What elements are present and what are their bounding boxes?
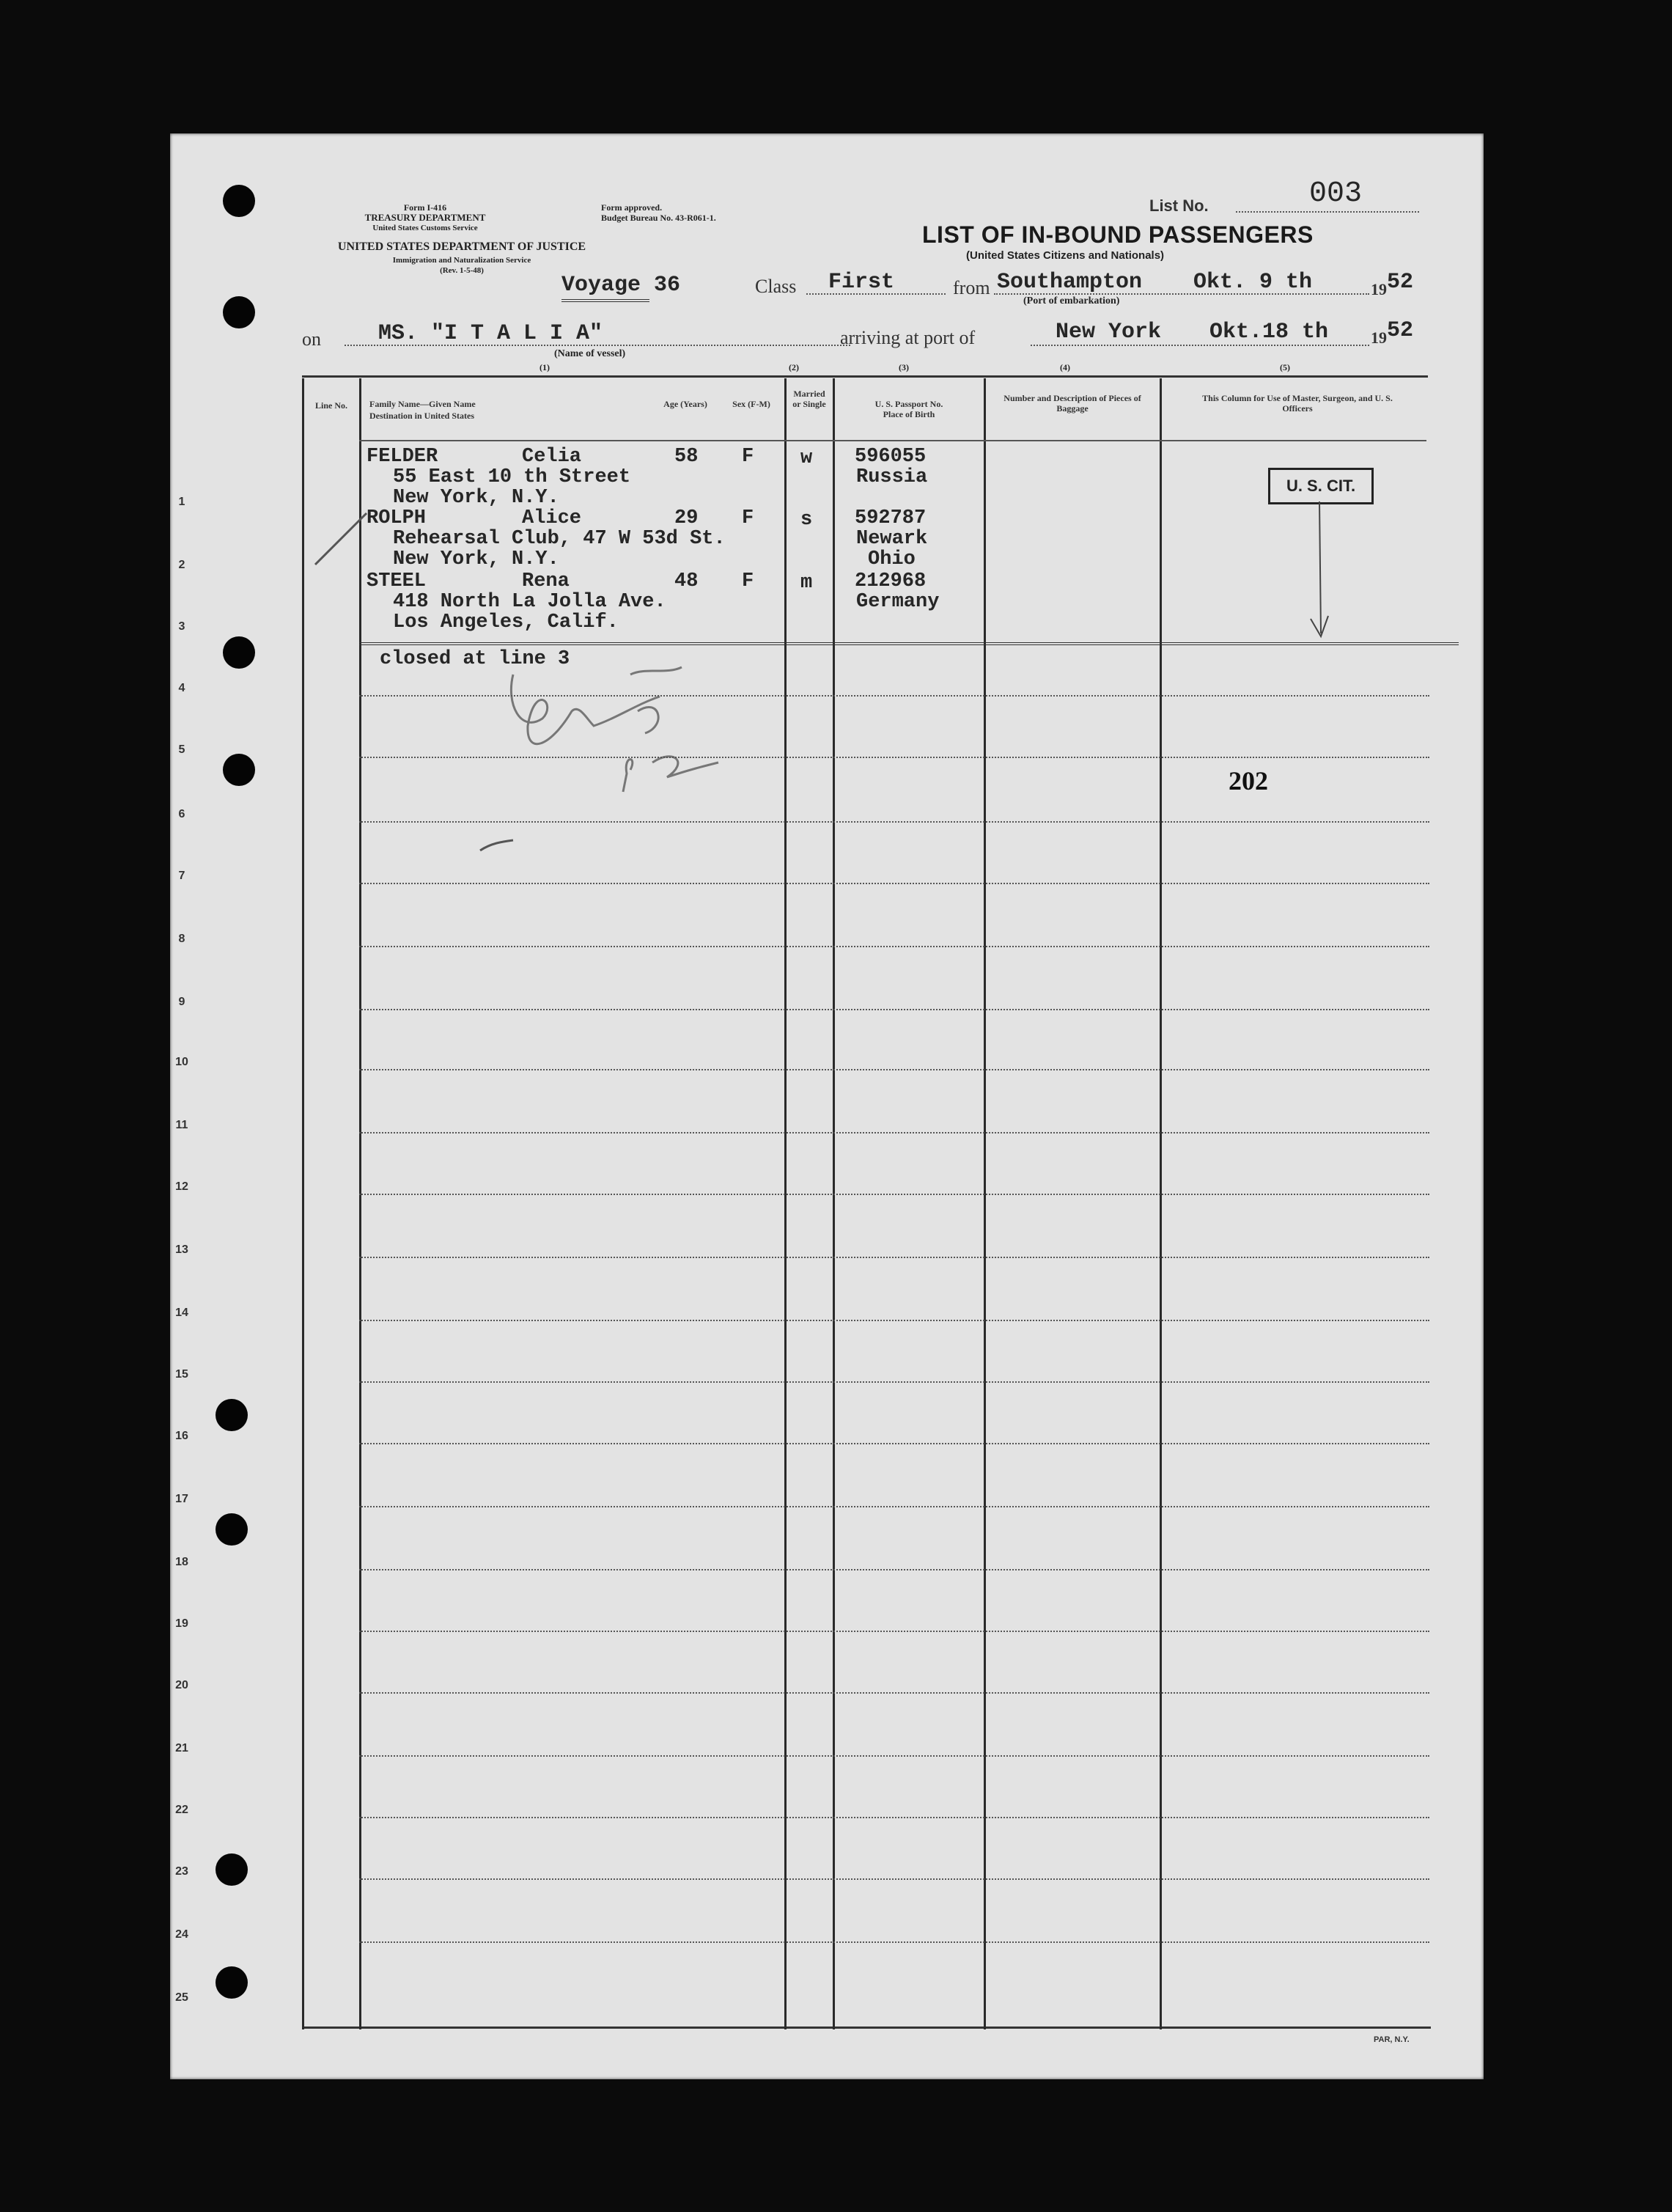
binder-hole xyxy=(216,1853,248,1886)
stamp-arrow xyxy=(1305,501,1334,641)
list-number-label: List No. xyxy=(1149,196,1209,215)
birthplace: Russia xyxy=(856,466,928,488)
family-name: STEEL xyxy=(367,570,427,592)
header-baggage: Number and Description of Pieces of Baggage xyxy=(1003,393,1141,414)
line-number: 19 xyxy=(175,1617,188,1630)
line-number: 3 xyxy=(178,620,185,633)
line-number: 21 xyxy=(175,1742,188,1754)
embarkation-year: 52 xyxy=(1387,270,1414,295)
arriving-label: arriving at port of xyxy=(840,327,976,348)
line-number: 9 xyxy=(178,996,185,1008)
ruled-line xyxy=(359,1443,1429,1444)
stamp-number: 202 xyxy=(1229,766,1268,795)
ruled-line xyxy=(359,821,1429,823)
given-name: Rena xyxy=(522,570,570,592)
from-label: from xyxy=(953,277,990,298)
page-subtitle: (United States Citizens and Nationals) xyxy=(966,249,1165,262)
treasury-department: TREASURY DEPARTMENT xyxy=(364,212,486,223)
line-number: 10 xyxy=(175,1056,188,1068)
header-marital: Married or Single xyxy=(792,389,826,409)
sex: F xyxy=(742,570,754,592)
header-birthplace: Place of Birth xyxy=(883,409,935,419)
ruled-line xyxy=(359,1009,1429,1010)
line-number: 2 xyxy=(178,559,185,571)
vessel-name: MS. "I T A L I A" xyxy=(378,321,603,346)
family-name: ROLPH xyxy=(367,507,427,529)
address-line: Rehearsal Club, 47 W 53d St. xyxy=(393,528,726,550)
embarkation-year-prefix: 19 xyxy=(1371,280,1387,298)
pencil-mark xyxy=(308,506,374,572)
ruled-line xyxy=(359,1631,1429,1632)
header-line-no: Line No. xyxy=(314,400,347,411)
binder-hole xyxy=(223,754,255,786)
address-line: 418 North La Jolla Ave. xyxy=(393,591,666,613)
address-city: Los Angeles, Calif. xyxy=(393,611,619,633)
arrival-year: 52 xyxy=(1387,318,1414,343)
binder-hole xyxy=(216,1513,248,1546)
line-number: 20 xyxy=(175,1679,188,1691)
line-number: 24 xyxy=(175,1928,188,1941)
binder-hole xyxy=(223,185,255,217)
line-number: 1 xyxy=(178,496,185,508)
marital-status: m xyxy=(800,572,813,594)
page-title: LIST OF IN-BOUND PASSENGERS xyxy=(922,221,1314,248)
arrival-year-prefix: 19 xyxy=(1371,328,1387,347)
sex: F xyxy=(742,507,754,529)
list-number: 003 xyxy=(1309,177,1363,210)
vessel-caption: (Name of vessel) xyxy=(554,348,626,359)
class-value: First xyxy=(828,270,895,295)
ruled-line xyxy=(359,1069,1429,1070)
ruled-line xyxy=(359,1692,1429,1694)
binder-hole xyxy=(216,1399,248,1431)
birthplace-state: Ohio xyxy=(868,548,916,570)
line-number: 15 xyxy=(175,1368,188,1381)
line-number: 13 xyxy=(175,1243,188,1256)
ruled-line xyxy=(359,883,1429,884)
line-number: 5 xyxy=(178,743,185,756)
birthplace: Germany xyxy=(856,591,940,613)
header-destination: Destination in United States xyxy=(369,411,475,421)
age: 29 xyxy=(674,507,699,529)
column-number-5: (5) xyxy=(1280,362,1290,372)
passport-number: 596055 xyxy=(855,446,927,468)
line-number: 17 xyxy=(175,1493,188,1505)
form-approved: Form approved. xyxy=(601,202,663,213)
header-age: Age (Years) xyxy=(663,399,707,409)
immigration-service: Immigration and Naturalization Service xyxy=(392,256,531,265)
address-city: New York, N.Y. xyxy=(393,548,559,570)
age: 48 xyxy=(674,570,699,592)
ruled-line xyxy=(359,1506,1429,1507)
line-number: 14 xyxy=(175,1307,188,1319)
column-number-2: (2) xyxy=(789,362,799,372)
binder-hole xyxy=(216,1966,248,1999)
marital-status: s xyxy=(800,509,813,531)
family-name: FELDER xyxy=(367,446,438,468)
ruled-line xyxy=(359,946,1429,947)
age: 58 xyxy=(674,446,699,468)
voyage-number: Voyage 36 xyxy=(561,273,681,298)
line-number: 16 xyxy=(175,1430,188,1442)
ruled-line xyxy=(359,1381,1429,1383)
line-number: 12 xyxy=(175,1180,188,1193)
ruled-line xyxy=(359,1755,1429,1757)
budget-bureau: Budget Bureau No. 43-R061-1. xyxy=(601,213,716,223)
ruled-line xyxy=(359,1194,1429,1195)
embarkation-caption: (Port of embarkation) xyxy=(1023,295,1120,306)
ruled-line xyxy=(359,1878,1429,1880)
ruled-line xyxy=(359,1257,1429,1258)
justice-department: UNITED STATES DEPARTMENT OF JUSTICE xyxy=(337,240,586,253)
embarkation-date: Okt. 9 th xyxy=(1193,270,1313,295)
line-number: 23 xyxy=(175,1865,188,1878)
form-number: Form I-416 xyxy=(403,202,447,213)
line-number: 6 xyxy=(178,808,185,820)
binder-hole xyxy=(223,296,255,328)
embarkation-port: Southampton xyxy=(997,270,1143,295)
column-number-4: (4) xyxy=(1060,362,1070,372)
us-citizen-stamp: U. S. CIT. xyxy=(1268,468,1374,504)
header-officers: This Column for Use of Master, Surgeon, and U. S. Officers xyxy=(1202,393,1393,414)
address-city: New York, N.Y. xyxy=(393,487,559,509)
column-number-1: (1) xyxy=(539,362,550,372)
line-number: 4 xyxy=(178,682,185,694)
revision-date: (Rev. 1-5-48) xyxy=(440,266,484,275)
passport-number: 212968 xyxy=(855,570,927,592)
ruled-line xyxy=(359,1132,1429,1133)
ruled-line xyxy=(359,1569,1429,1570)
ruled-line xyxy=(359,1320,1429,1321)
header-sex: Sex (F-M) xyxy=(732,399,770,409)
closed-note: closed at line 3 xyxy=(380,648,570,670)
class-label: Class xyxy=(755,276,797,297)
customs-service: United States Customs Service xyxy=(372,224,478,232)
header-name: Family Name—Given Name xyxy=(369,399,476,409)
address-line: 55 East 10 th Street xyxy=(393,466,631,488)
binder-hole xyxy=(223,636,255,669)
passport-number: 592787 xyxy=(855,507,927,529)
form-sheet xyxy=(170,133,1484,2079)
line-number: 7 xyxy=(178,870,185,882)
handwritten-initials xyxy=(469,645,733,836)
line-number: 11 xyxy=(175,1119,188,1131)
on-label: on xyxy=(302,328,321,350)
line-number: 8 xyxy=(178,933,185,945)
printer-mark: PAR, N.Y. xyxy=(1374,2035,1410,2044)
pencil-dash xyxy=(476,836,520,858)
ruled-line xyxy=(359,1817,1429,1818)
sex: F xyxy=(742,446,754,468)
arrival-port: New York xyxy=(1056,320,1162,345)
line-number: 18 xyxy=(175,1556,188,1568)
header-passport: U. S. Passport No. xyxy=(874,399,943,409)
ruled-line xyxy=(359,695,1429,697)
ruled-line xyxy=(359,1941,1429,1943)
birthplace: Newark xyxy=(856,528,928,550)
line-number: 25 xyxy=(175,1991,188,2004)
arrival-date: Okt.18 th xyxy=(1209,320,1329,345)
given-name: Celia xyxy=(522,446,582,468)
marital-status: w xyxy=(800,447,813,469)
line-number: 22 xyxy=(175,1804,188,1816)
column-number-3: (3) xyxy=(899,362,909,372)
given-name: Alice xyxy=(522,507,582,529)
ruled-line xyxy=(359,757,1429,758)
